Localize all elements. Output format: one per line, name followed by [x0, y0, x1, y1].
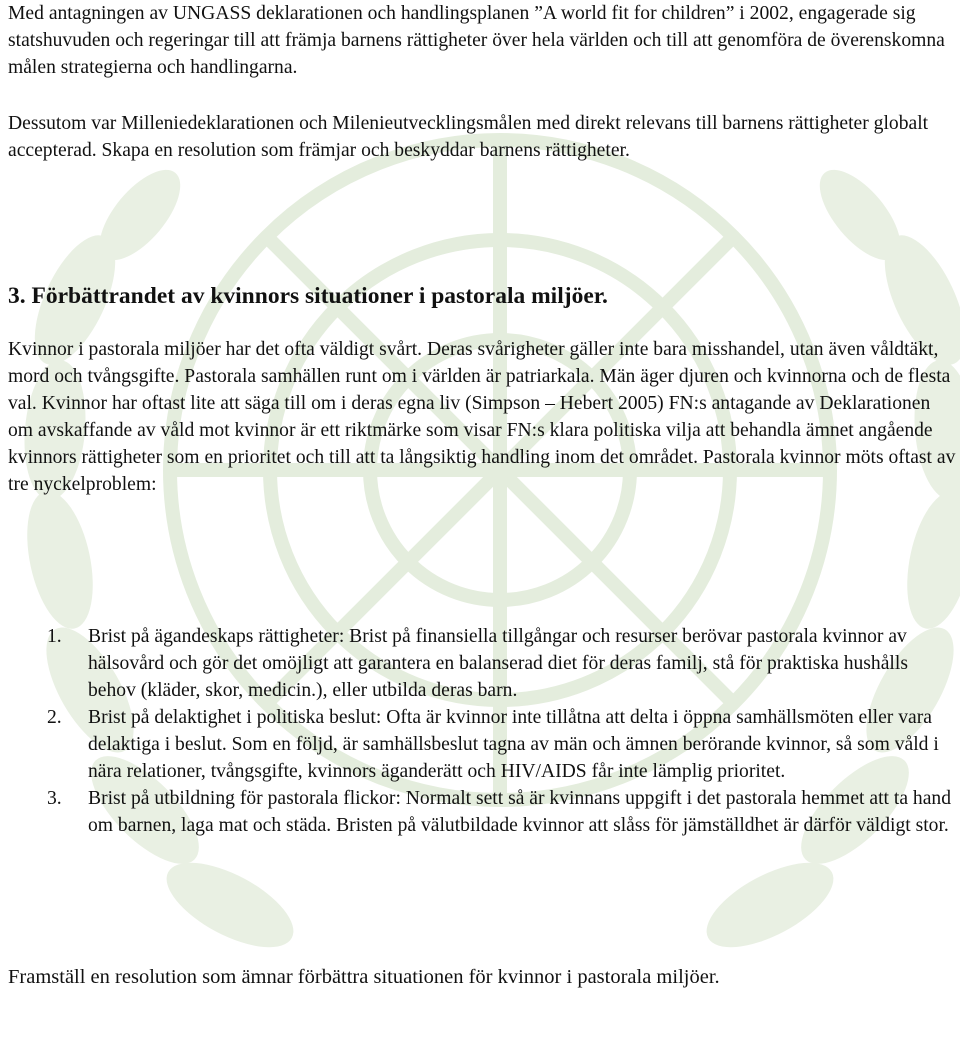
list-item-number: 3.	[47, 788, 62, 809]
list-item-number: 1.	[47, 626, 62, 647]
closing-instruction: Framställ en resolution som ämnar förbättra situationen för kvinnor i pastorala miljöer.	[8, 966, 720, 988]
list-item-text: Brist på utbildning för pastorala flickor: Normalt sett så är kvinnans uppgift i det pastorala hemmet att ta hand om barnen, laga mat och städa. Bristen på välutbildade kvinnor att slåss för jämställdhet är därför väldigt stor.	[88, 788, 951, 836]
list-item	[0, 785, 952, 839]
list-item-text: Brist på ägandeskaps rättigheter: Brist på finansiella tillgångar och resurser berövar pastorala kvinnor av hälsovård och gör det omöjligt att garantera en balanserad diet för deras familj, stå för praktiska hushålls behov (kläder, skor, medicin.), eller utbilda deras barn.	[88, 626, 908, 701]
intro-paragraph: Med antagningen av UNGASS deklarationen och handlingsplanen ”A world fit for children” i 2002, engagerade sig statshuvuden och regeringar till att främja barnens rättigheter över hela världen och till att genomföra de överenskomna målen strategierna och handlingarna.	[8, 3, 945, 78]
key-problems-list	[0, 623, 952, 839]
millennium-paragraph: Dessutom var Milleniedeklarationen och Milenieutvecklingsmålen med direkt relevans till barnens rättigheter globalt accepterad. Skapa en resolution som främjar och beskyddar barnens rättigheter.	[8, 113, 929, 161]
pastoral-women-paragraph: Kvinnor i pastorala miljöer har det ofta väldigt svårt. Deras svårigheter gäller inte bara misshandel, utan även våldtäkt, mord och tvångsgifte. Pastorala samhällen runt om i världen är patriarkala. Män äger djuren och kvinnorna och de flesta val. Kvinnor har oftast lite att säga till om i deras egna liv (Simpson – Hebert 2005) FN:s antagande av Deklarationen om avskaffande av våld mot kvinnor är ett riktmärke som visar FN:s klara politiska vilja att behandla ämnet angående kvinnors rättigheter som en prioritet och till att ta långsiktig handling inom det området. Pastorala kvinnor möts oftast av tre nyckelproblem:	[8, 339, 956, 495]
list-item	[0, 623, 952, 704]
list-item-text: Brist på delaktighet i politiska beslut: Ofta är kvinnor inte tillåtna att delta i öppna samhällsmöten eller vara delaktiga i beslut. Som en följd, är samhällsbeslut tagna av män och ämnen berörande kvinnor, så som våld i nära relationer, tvångsgifte, kvinnors äganderätt och HIV/AIDS får inte lämplig prioritet.	[88, 707, 939, 782]
list-item	[0, 704, 952, 785]
list-item-number: 2.	[47, 707, 62, 728]
section-heading: 3. Förbättrandet av kvinnors situationer i pastorala miljöer.	[8, 283, 608, 309]
